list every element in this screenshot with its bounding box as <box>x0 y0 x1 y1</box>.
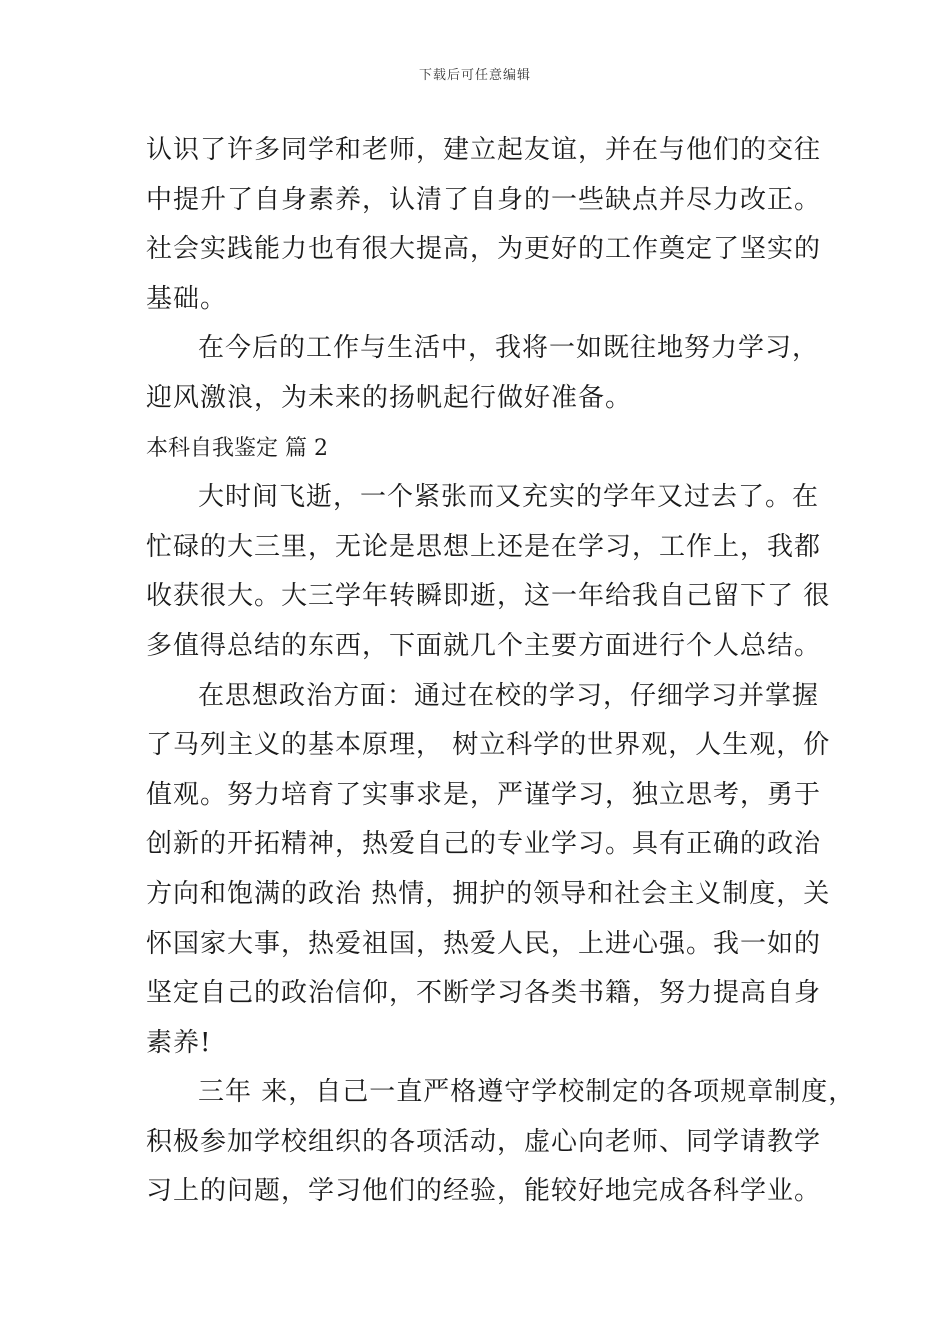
text-line: 方向和饱满的政治 热情，拥护的领导和社会主义制度，关 <box>146 878 831 909</box>
text-line: 了马列主义的基本原理， 树立科学的世界观，人生观，价 <box>146 730 831 761</box>
paragraph-first-line: 在今后的工作与生活中，我将一如既往地努力学习， <box>198 333 820 364</box>
text-line: 迎风激浪，为未来的扬帆起行做好准备。 <box>146 382 633 413</box>
text-line: 认识了许多同学和老师，建立起友谊，并在与他们的交往 <box>146 135 822 165</box>
text-line: 积极参加学校组织的各项活动，虚心向老师、同学请教学 <box>146 1126 822 1157</box>
text-line: 中提升了自身素养，认清了自身的一些缺点并尽力改正。 <box>146 184 822 215</box>
paragraph-first-line: 三年 来，自己一直严格遵守学校制定的各项规章制度， <box>198 1077 856 1108</box>
page-header: 下载后可任意编辑 <box>418 68 531 83</box>
text-line: 社会实践能力也有很大提高，为更好的工作奠定了坚实的 <box>146 234 822 265</box>
text-line: 坚定自己的政治信仰，不断学习各类书籍，努力提高自身 <box>146 978 822 1009</box>
text-line: 怀国家大事，热爱祖国，热爱人民，上进心强。我一如的 <box>146 928 822 959</box>
text-line: 值观。努力培育了实事求是，严谨学习，独立思考，勇于 <box>146 779 822 810</box>
text-line: 基础。 <box>146 283 228 314</box>
section-heading: 本科自我鉴定 篇 2 <box>146 435 328 461</box>
paragraph-first-line: 在思想政治方面：通过在校的学习，仔细学习并掌握 <box>198 680 820 711</box>
document-body <box>146 126 856 1217</box>
text-line: 多值得总结的东西，下面就几个主要方面进行个人总结。 <box>146 630 822 661</box>
text-line: 创新的开拓精神，热爱自己的专业学习。具有正确的政治 <box>146 829 822 860</box>
text-line: 素养! <box>146 1027 212 1058</box>
paragraph-first-line: 大时间飞逝，一个紧张而又充实的学年又过去了。在 <box>198 482 820 513</box>
text-line: 忙碌的大三里，无论是思想上还是在学习，工作上，我都 <box>146 531 822 562</box>
text-line: 习上的问题，学习他们的经验，能较好地完成各科学业。 <box>146 1176 822 1207</box>
text-line: 收获很大。大三学年转瞬即逝，这一年给我自己留下了 很 <box>146 581 831 612</box>
